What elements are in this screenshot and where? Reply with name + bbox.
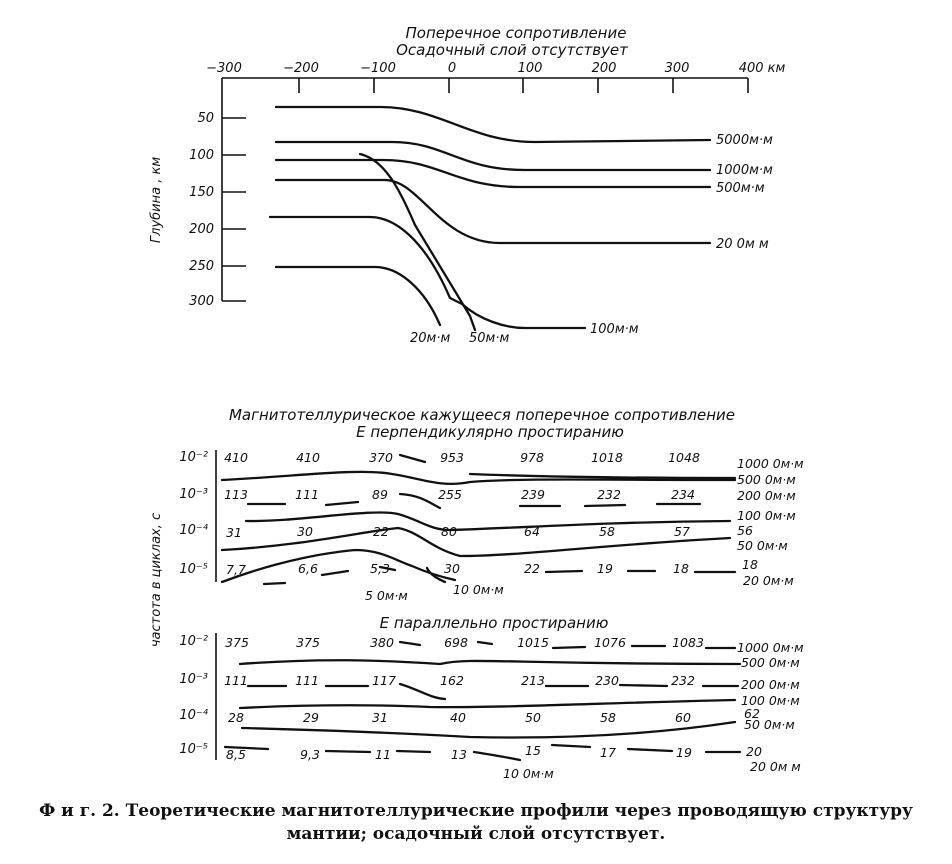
x-tick-label: 100: [517, 61, 543, 76]
value-cell: 230: [595, 673, 619, 688]
value-cell: 5,3: [370, 561, 390, 576]
value-cell: 11: [375, 747, 391, 762]
value-cell: 58: [600, 710, 616, 725]
value-cell: 13: [451, 747, 467, 762]
contour-label: 18: [742, 557, 758, 572]
y-tick-label: 250: [189, 259, 214, 274]
value-cell: 370: [369, 450, 393, 465]
contour-label: 1000 0м·м: [737, 640, 804, 655]
cross-section-panel: [149, 24, 785, 346]
value-cell: 30: [444, 561, 460, 576]
value-cell: 239: [521, 487, 545, 502]
contour-5000: [276, 107, 710, 142]
value-cell: 7,7: [226, 562, 246, 577]
frequency-tick: 10⁻⁴: [179, 708, 208, 723]
value-cell: 978: [520, 450, 544, 465]
y-tick-label: 150: [189, 185, 214, 200]
value-cell: 1083: [672, 635, 704, 650]
value-cell: 40: [450, 710, 466, 725]
contour-label: 100 0м·м: [737, 508, 796, 523]
value-cell: 111: [295, 487, 319, 502]
contour-label: 50м·м: [469, 331, 510, 346]
value-cell: 953: [440, 450, 464, 465]
contour-label: 100 0м·м: [741, 693, 800, 708]
x-tick-label: −100: [360, 61, 396, 76]
section2-title-line2: E перпендикулярно простиранию: [356, 423, 624, 441]
frequency-tick: 10⁻⁴: [179, 523, 208, 538]
contour-label: 10 0м·м: [503, 766, 554, 781]
value-cell: 1076: [594, 635, 626, 650]
x-tick-label: 0: [447, 61, 457, 76]
contour-20: [276, 267, 440, 325]
contour-label: 1000м·м: [716, 163, 773, 178]
contour-label: 5 0м·м: [365, 588, 408, 603]
value-cell: 57: [674, 524, 690, 539]
value-cell: 9,3: [300, 747, 320, 762]
contour-label: 20 0м м: [750, 759, 801, 774]
value-cell: 380: [370, 635, 394, 650]
value-cell: 89: [372, 487, 388, 502]
value-cell: 1048: [668, 450, 700, 465]
contour-label: 20 0м м: [716, 237, 769, 252]
y-tick-label: 100: [189, 148, 214, 163]
x-tick-label: −200: [283, 61, 319, 76]
frequency-axis-title: частота в циклах, с: [149, 512, 164, 648]
y-tick-label: 300: [189, 294, 214, 309]
contour-label: 20 0м·м: [743, 573, 794, 588]
contour-label: 20: [746, 744, 762, 759]
section2-title-line1: Магнитотеллурическое кажущееся поперечное сопротивление: [228, 406, 736, 424]
value-cell: 50: [525, 710, 541, 725]
value-cell: 28: [228, 710, 244, 725]
contour-label: 500м·м: [716, 181, 765, 196]
value-cell: 19: [597, 561, 613, 576]
value-cell: 698: [444, 635, 468, 650]
contour-label: 50 0м·м: [737, 538, 788, 553]
value-cell: 22: [373, 524, 389, 539]
contour-1000: [276, 142, 710, 170]
value-cell: 255: [438, 487, 462, 502]
y-axis-ticks: [222, 118, 246, 301]
value-cell: 410: [224, 450, 248, 465]
value-cell: 111: [295, 673, 319, 688]
frequency-tick: 10⁻⁵: [179, 742, 208, 757]
value-cell: 15: [525, 743, 541, 758]
value-cell: 410: [296, 450, 320, 465]
contour-500: [240, 660, 740, 664]
section3-title: E параллельно простиранию: [379, 614, 609, 632]
frequency-tick: 10⁻³: [179, 487, 208, 502]
value-cell: 29: [303, 710, 319, 725]
section1-title-line2: Осадочный слой отсутствует: [396, 41, 628, 59]
figure-caption: [0, 800, 952, 846]
value-cell: 162: [440, 673, 464, 688]
value-cell: 22: [524, 561, 540, 576]
x-tick-label: 400 км: [738, 61, 786, 76]
contour-label: 56: [737, 523, 753, 538]
value-cell: 1015: [517, 635, 549, 650]
value-cell: 19: [676, 745, 692, 760]
value-cell: 64: [524, 524, 540, 539]
perpendicular-panel: [149, 406, 804, 647]
section1-title-line1: Поперечное сопротивление: [405, 24, 627, 42]
contour-200: [276, 180, 710, 243]
value-cell: 6,6: [298, 561, 318, 576]
contour-label: 200 0м·м: [737, 488, 796, 503]
value-cell: 1018: [591, 450, 623, 465]
x-tick-label: −300: [206, 61, 242, 76]
value-cell: 58: [599, 524, 615, 539]
value-cell: 375: [296, 635, 320, 650]
value-cell: 31: [226, 525, 242, 540]
contour-1000-segment: [470, 474, 735, 478]
value-cell: 375: [225, 635, 249, 650]
value-cell: 30: [297, 524, 313, 539]
value-cell: 60: [675, 710, 691, 725]
contour-100: [240, 700, 735, 708]
value-cell: 213: [521, 673, 545, 688]
contour-200: [248, 684, 738, 699]
caption-line-2: мантии; осадочный слой отсутствует.: [286, 824, 666, 844]
caption-line-1: Ф и г. 2. Теоретические магнитотеллурические профили через проводящую структуру: [39, 801, 913, 821]
value-cell: 18: [673, 561, 689, 576]
x-tick-label: 300: [664, 61, 690, 76]
value-cell: 31: [372, 710, 388, 725]
contour-label: 500 0м·м: [737, 472, 796, 487]
contour-1000-segment: [400, 455, 425, 462]
contour-100: [246, 512, 730, 530]
y-tick-label: 50: [197, 111, 214, 126]
contour-label: 5000м·м: [716, 133, 773, 148]
contour-100: [270, 217, 585, 328]
contour-label: 100м·м: [590, 322, 639, 337]
contour-label: 50 0м·м: [744, 717, 795, 732]
contour-label: 200 0м·м: [741, 677, 800, 692]
value-cell: 232: [597, 487, 621, 502]
frequency-tick: 10⁻⁵: [179, 562, 208, 577]
y-tick-label: 200: [189, 222, 214, 237]
value-cell: 113: [224, 487, 248, 502]
value-cell: 8,5: [226, 747, 246, 762]
contour-label: 1000 0м·м: [737, 456, 804, 471]
contour-label: 500 0м·м: [741, 655, 800, 670]
contour-label: 20м·м: [410, 331, 451, 346]
value-cell: 234: [671, 487, 695, 502]
contour-500: [276, 160, 710, 187]
frequency-tick: 10⁻³: [179, 672, 208, 687]
parallel-panel: [179, 614, 803, 781]
frequency-tick: 10⁻²: [179, 450, 208, 465]
value-cell: 111: [224, 673, 248, 688]
value-cell: 17: [600, 745, 616, 760]
x-tick-label: 200: [591, 61, 617, 76]
x-axis-ticks: [299, 78, 748, 93]
contour-label: 62: [744, 706, 760, 721]
value-cell: 80: [441, 524, 457, 539]
frequency-tick: 10⁻²: [179, 634, 208, 649]
contour-label: 10 0м·м: [453, 582, 504, 597]
value-cell: 117: [372, 673, 396, 688]
contour-20: [222, 550, 455, 582]
value-cell: 232: [671, 673, 695, 688]
y-axis-title: Глубина , км: [149, 156, 164, 244]
